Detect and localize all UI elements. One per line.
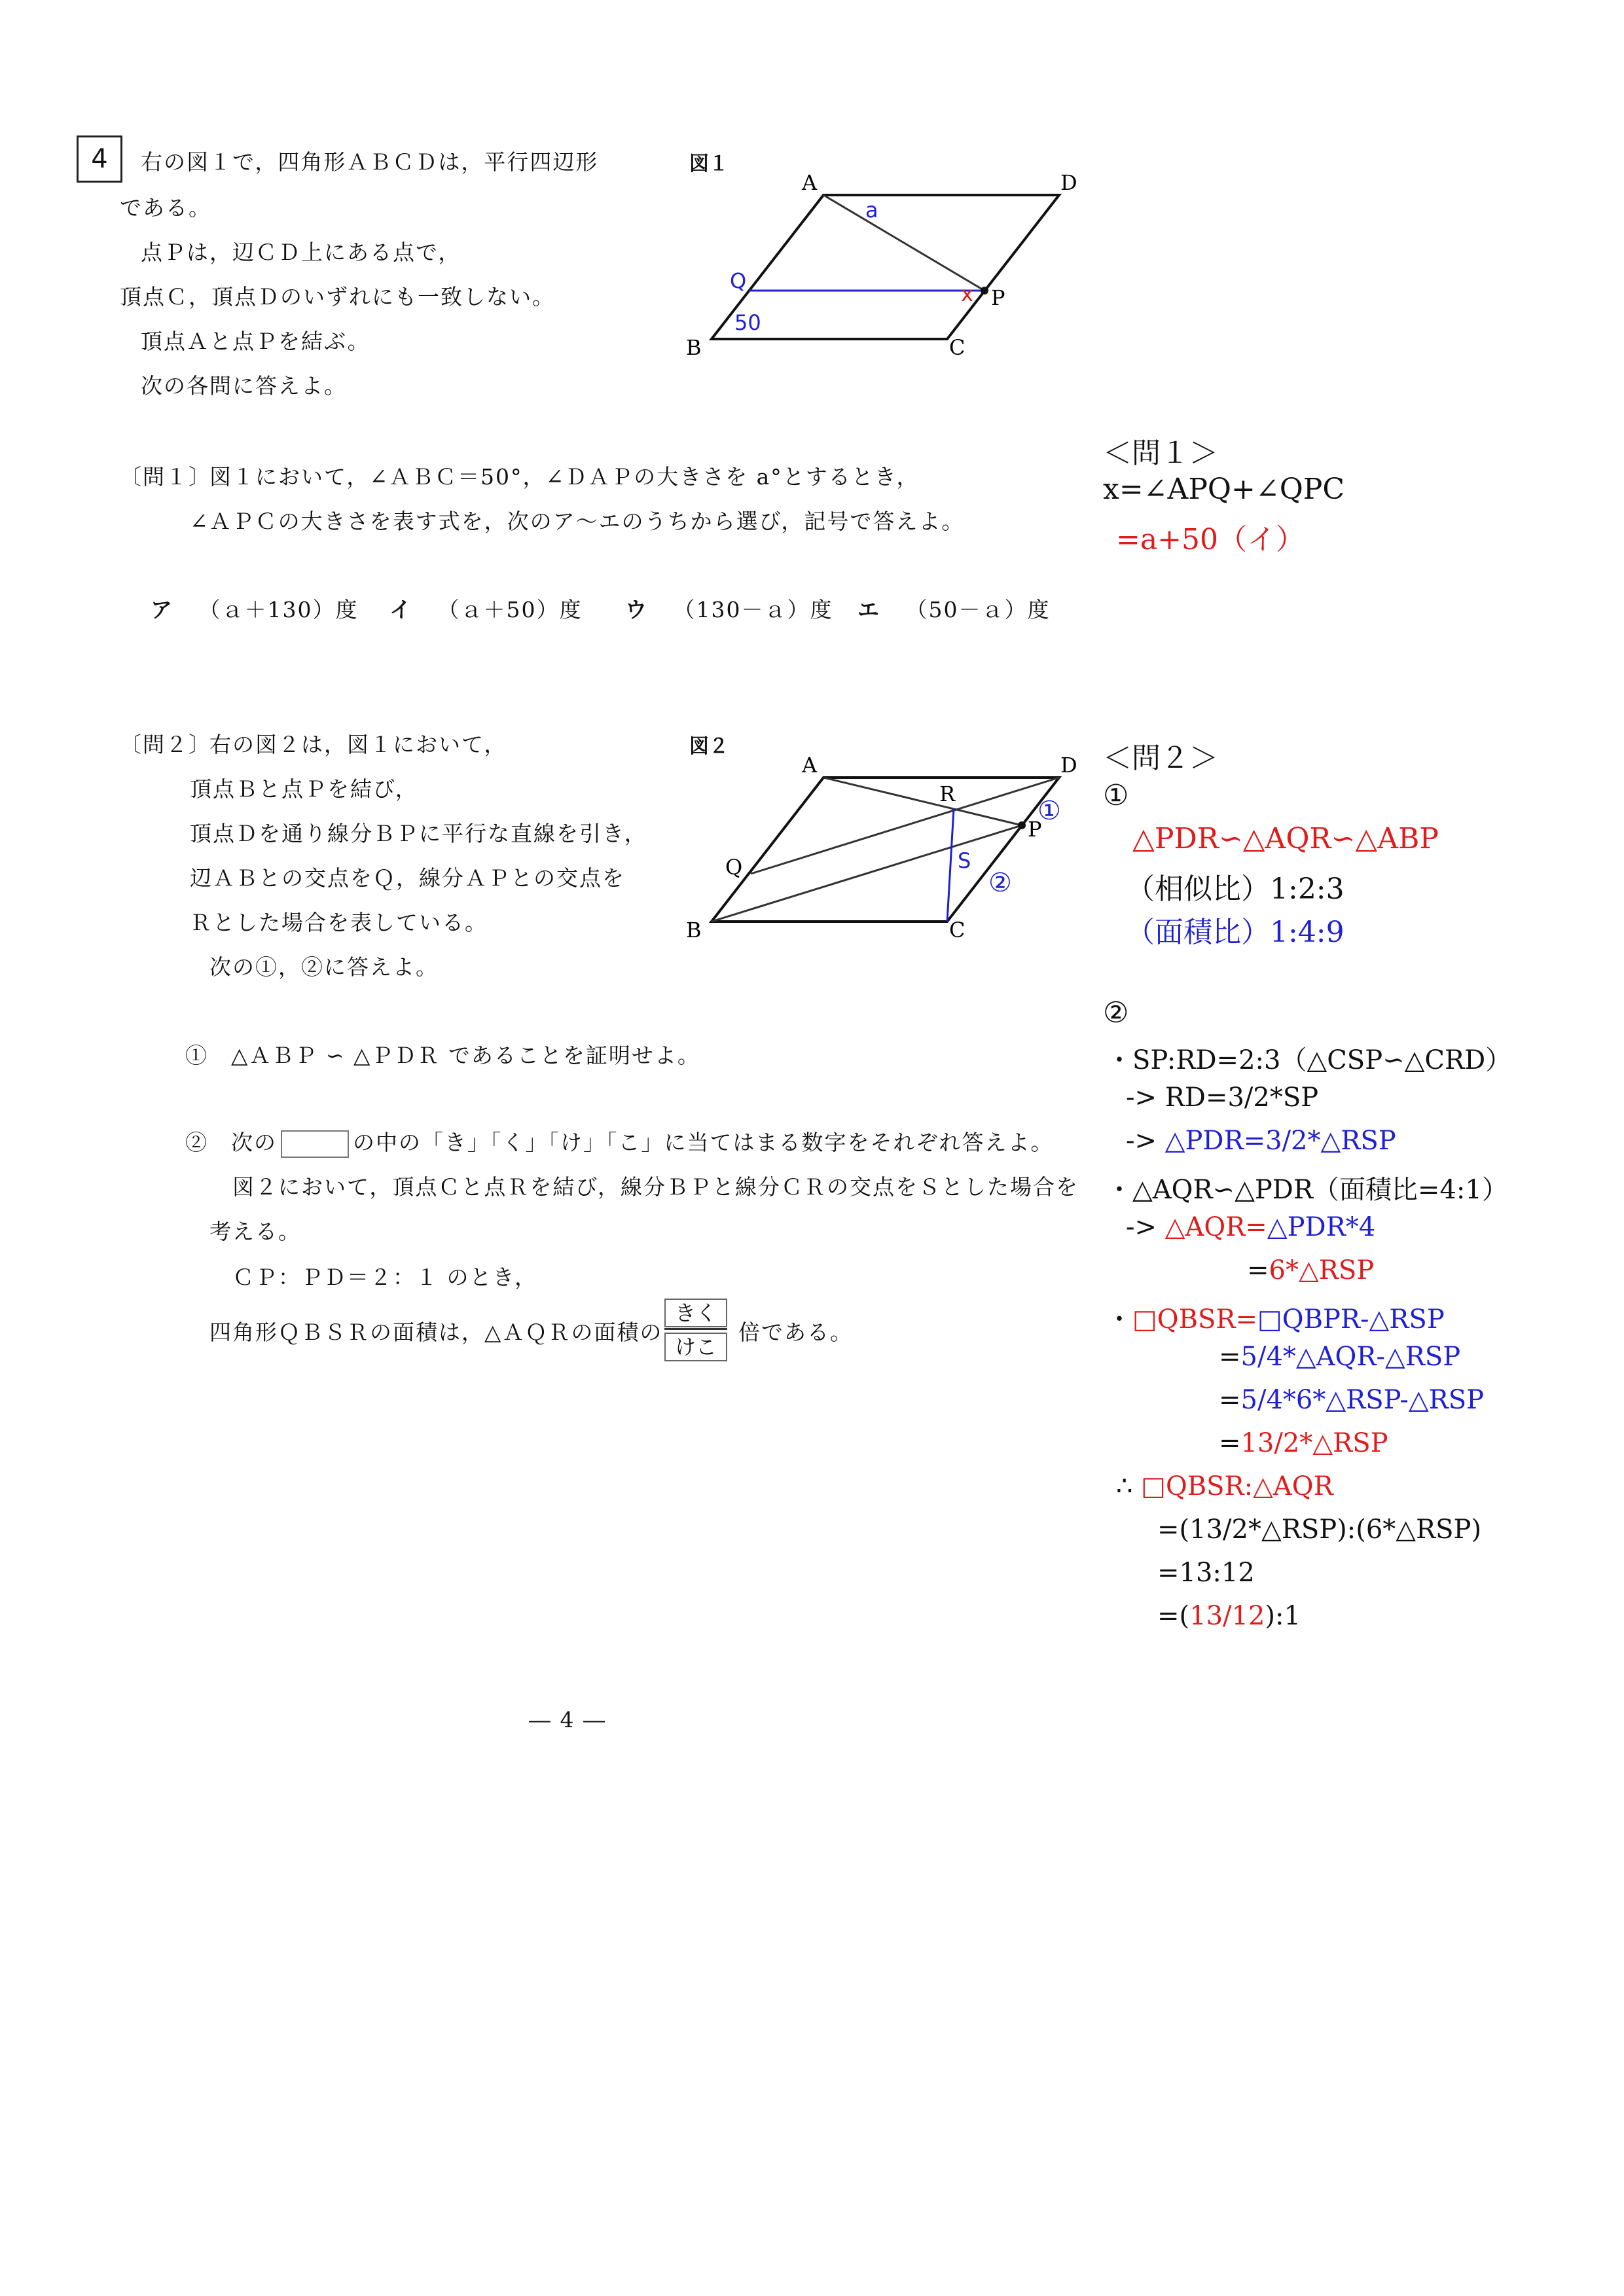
figure1-label-Q: Q — [730, 268, 747, 293]
q2-sub2-line-5-a: 四角形ＱＢＳＲの面積は，△ＡＱＲの面積の — [209, 1319, 663, 1345]
intro-line-1: 右の図１で，四角形ＡＢＣＤは，平行四辺形 — [141, 149, 599, 175]
q2-line-3: 頂点Ｄを通り線分ＢＰに平行な直線を引き， — [190, 821, 647, 846]
figure2-mark-S: S — [958, 848, 971, 873]
answer2-step-4: ・△AQR∽△PDR（面積比=4:1） — [1106, 1175, 1508, 1205]
answer2-step-8-eq: = — [1219, 1342, 1241, 1372]
q2-sub1: ① △ＡＢＰ ∽ △ＰＤＲ であることを証明せよ。 — [185, 1043, 700, 1068]
answer2-step-5 — [1126, 1212, 1375, 1242]
answer2-step-10-red: 13/2*△RSP — [1240, 1428, 1388, 1458]
figure1-point-P — [981, 287, 988, 295]
answer2-step-9-eq: = — [1219, 1385, 1241, 1415]
answer2-title: ＜問２＞ — [1103, 742, 1218, 775]
answer2-area-ratio: （面積比）1:4:9 — [1126, 916, 1344, 949]
figure1-diagram — [681, 164, 1100, 373]
answer2-step-5-blue: △PDR*4 — [1267, 1212, 1376, 1242]
q1-choice-a — [151, 593, 359, 624]
q1-label: 〔問１〕 — [120, 464, 211, 490]
fraction-numerator-box: きく — [664, 1299, 727, 1327]
q1-choice-e-text: （50－ａ）度 — [905, 597, 1051, 622]
q2-sub2-line-2: 図２において，頂点Ｃと点Ｒを結び，線分ＢＰと線分ＣＲの交点をＳとした場合を — [232, 1174, 1079, 1200]
q1-choice-a-text: （ａ＋130）度 — [198, 597, 359, 622]
q2-sub2 — [185, 1126, 1054, 1158]
figure2-parallelogram — [712, 778, 1059, 922]
q2-sub2-b: の中の「き」「く」「け」「こ」に当てはまる数字をそれぞれ答えよ。 — [353, 1130, 1054, 1155]
blank-box — [281, 1130, 349, 1158]
answer2-step-11-therefore: ∴ — [1116, 1471, 1142, 1501]
figure2-point-P — [1018, 821, 1026, 829]
figure1-label-D: D — [1060, 170, 1077, 195]
q1-choice-u — [625, 593, 833, 624]
answer1-line-1: x=∠APQ+∠QPC — [1103, 473, 1345, 506]
q1-choice-u-key: ウ — [625, 597, 648, 622]
answer2-step-2: -> RD=3/2*SP — [1126, 1083, 1319, 1113]
q1-choice-e-key: エ — [857, 597, 880, 622]
figure2-line-BP — [712, 825, 1022, 922]
q1-choice-i-text: （ａ＋50）度 — [437, 597, 583, 622]
answer2-step-3-prefix: -> — [1126, 1126, 1165, 1156]
q2-sub2-line-5-b: 倍である。 — [738, 1319, 853, 1345]
q1-line-2: ∠ＡＰＣの大きさを表す式を，次のア～エのうちから選び，記号で答えよ。 — [190, 509, 965, 534]
answer2-step-14-b: ):1 — [1265, 1601, 1301, 1631]
answer2-step-7-dot: ・ — [1106, 1304, 1132, 1335]
q2-line-5: Ｒとした場合を表している。 — [190, 910, 488, 935]
figure2-line-QD — [751, 778, 1059, 874]
answer2-step-8-blue: 5/4*△AQR-△RSP — [1240, 1342, 1461, 1372]
answer2-step-3-value: △PDR=3/2*△RSP — [1164, 1126, 1396, 1156]
answer2-step-11-red: □QBSR:△AQR — [1141, 1471, 1333, 1501]
answer2-step-9 — [1219, 1385, 1484, 1415]
figure1-mark-a: a — [865, 198, 878, 223]
q2-label: 〔問２〕 — [120, 732, 211, 757]
answer2-circle-1: ① — [1103, 779, 1129, 812]
intro-line-4: 頂点Ｃ，頂点Ｄのいずれにも一致しない。 — [120, 284, 555, 310]
answer1-line-2: =a+50（イ） — [1116, 523, 1305, 556]
figure2-label-Q: Q — [725, 855, 743, 880]
answer2-step-10 — [1219, 1428, 1388, 1458]
answer2-step-12: =(13/2*△RSP):(6*△RSP) — [1157, 1515, 1482, 1545]
figure2-diagram — [681, 746, 1100, 956]
figure2-label-D: D — [1060, 753, 1077, 778]
figure1-parallelogram — [712, 195, 1059, 339]
figure2-line-CR — [947, 809, 954, 922]
answer2-similarity: △PDR∽△AQR∽△ABP — [1132, 822, 1439, 855]
figure2-mark-1: ① — [1038, 796, 1061, 826]
intro-line-3: 点Ｐは，辺ＣＤ上にある点で， — [141, 240, 461, 265]
page-number: ― 4 ― — [529, 1707, 606, 1732]
q1-choice-i — [389, 593, 583, 624]
answer2-step-6 — [1247, 1255, 1374, 1285]
answer2-step-7-blue: □QBPR-△RSP — [1257, 1304, 1445, 1335]
q1-choice-e — [857, 593, 1051, 624]
q1-choice-u-text: （130－ａ）度 — [673, 597, 833, 622]
figure1-label-P: P — [991, 285, 1005, 310]
answer2-step-5-red: △AQR= — [1164, 1212, 1267, 1242]
answer1-title: ＜問１＞ — [1103, 437, 1218, 470]
intro-line-5: 頂点Ａと点Ｐを結ぶ。 — [141, 329, 370, 354]
figure1-line-AP — [823, 195, 984, 291]
figure1-label-B: B — [686, 335, 702, 360]
figure2-label: 図２ — [689, 735, 729, 758]
fraction-bar — [664, 1328, 727, 1330]
figure1-label-A: A — [802, 170, 818, 195]
figure1-label-C: C — [949, 335, 965, 360]
q2-sub2-line-3: 考える。 — [209, 1219, 301, 1244]
figure2-label-A: A — [802, 753, 818, 778]
intro-line-6: 次の各問に答えよ。 — [141, 373, 347, 399]
q2-sub2-a: ② 次の — [185, 1130, 277, 1155]
answer2-step-8 — [1219, 1342, 1460, 1372]
fraction-denominator-box: けこ — [664, 1333, 727, 1361]
answer2-step-14-a: =( — [1157, 1601, 1190, 1631]
answer2-step-5-prefix: -> — [1126, 1212, 1165, 1242]
problem-number: 4 — [77, 135, 122, 183]
answer2-step-7-red: □QBSR= — [1132, 1304, 1258, 1335]
figure2-label-C: C — [949, 918, 965, 942]
q1-choice-i-key: イ — [389, 597, 412, 622]
q2-line-2: 頂点Ｂと点Ｐを結び， — [190, 776, 418, 802]
figure1-mark-50: 50 — [734, 310, 761, 335]
q2-line-1: 右の図２は，図１において， — [209, 732, 507, 757]
figure2-mark-2: ② — [988, 868, 1012, 898]
figure2-label-B: B — [686, 918, 702, 942]
answer2-step-6-eq: = — [1247, 1255, 1269, 1285]
figure1-label: 図１ — [689, 152, 729, 175]
intro-line-2: である。 — [120, 195, 211, 221]
q2-line-4: 辺ＡＢとの交点をＱ，線分ＡＰとの交点を — [190, 865, 625, 891]
answer2-similar-ratio: （相似比）1:2:3 — [1126, 872, 1344, 906]
answer2-step-3 — [1126, 1126, 1396, 1156]
figure2-label-R: R — [939, 781, 956, 806]
answer2-step-1: ・SP:RD=2:3（△CSP∽△CRD） — [1106, 1045, 1512, 1075]
figure2-label-P: P — [1028, 817, 1042, 842]
q1-line-1: 図１において，∠ＡＢＣ＝50°，∠ＤＡＰの大きさを a°とするとき， — [209, 464, 920, 490]
q2-sub2-line-4: ＣＰ：ＰＤ＝２：１ のとき， — [232, 1265, 538, 1290]
answer2-circle-2: ② — [1103, 996, 1129, 1030]
answer2-step-11 — [1116, 1471, 1333, 1501]
q1-choice-a-key: ア — [151, 597, 173, 622]
figure2-line-AP — [823, 778, 1022, 825]
figure1-mark-x: x — [961, 281, 973, 306]
answer2-step-13: =13:12 — [1157, 1558, 1255, 1588]
answer2-step-7 — [1106, 1299, 1445, 1336]
answer2-step-6-red: 6*△RSP — [1269, 1255, 1375, 1285]
q2-line-6: 次の①，②に答えよ。 — [209, 954, 439, 980]
answer2-step-10-eq: = — [1219, 1428, 1241, 1458]
answer2-step-9-blue: 5/4*6*△RSP-△RSP — [1240, 1385, 1485, 1415]
answer2-step-14 — [1157, 1601, 1301, 1631]
answer2-step-14-red: 13/12 — [1189, 1601, 1265, 1631]
